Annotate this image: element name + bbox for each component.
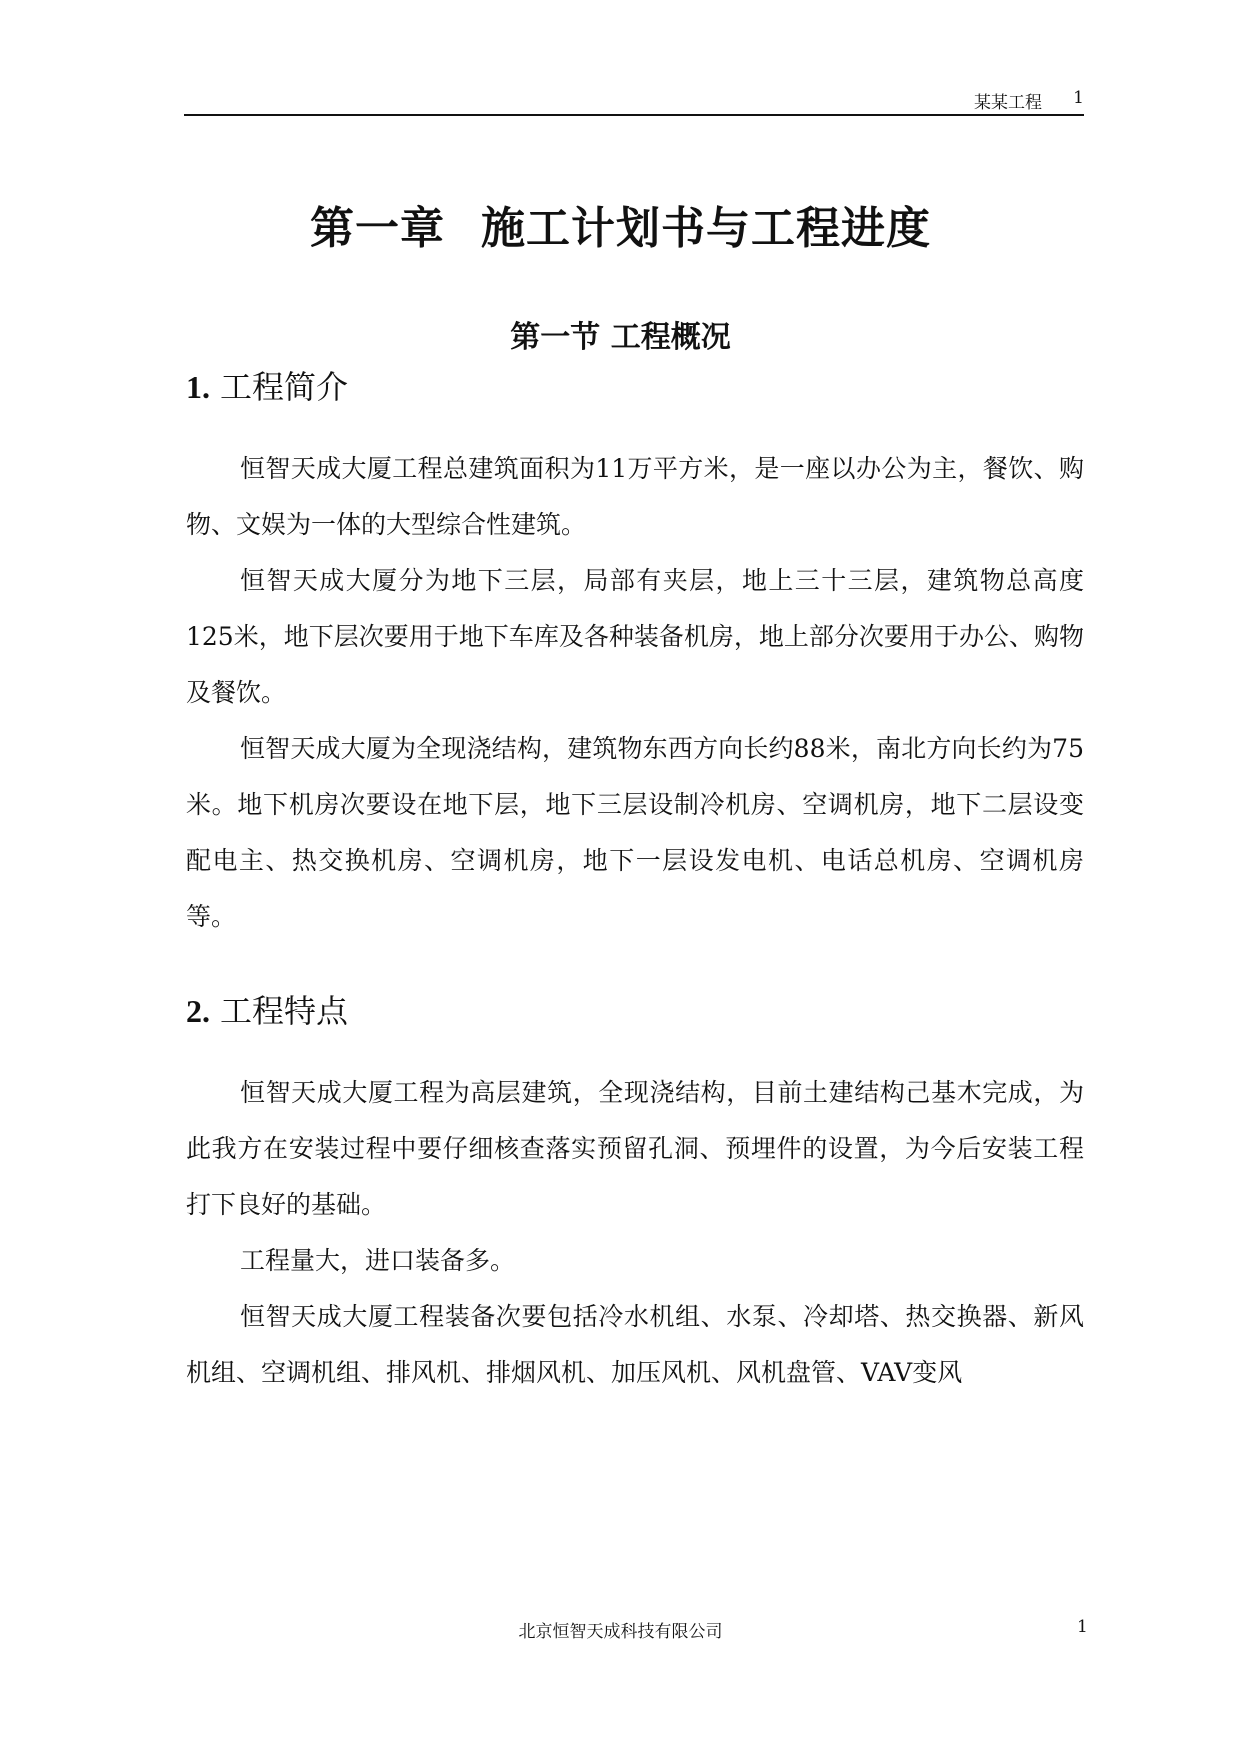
footer-page-number: 1 bbox=[1077, 1617, 1088, 1637]
page-header bbox=[184, 86, 1084, 116]
section-title: 第一节 工程概况 bbox=[510, 320, 731, 355]
paragraph: 恒智天成大厦分为地下三层，局部有夹层，地上三十三层，建筑物总高度125米，地下层次要用于地下车库及各种装备机房，地上部分次要用于办公、购物及餐饮。 bbox=[186, 566, 1084, 707]
header-page-number: 1 bbox=[1073, 88, 1084, 108]
heading-text: 工程特点 bbox=[220, 992, 349, 1030]
paragraph: 恒智天成大厦工程总建筑面积为11万平方米，是一座以办公为主，餐饮、购物、文娱为一体的大型综合性建筑。 bbox=[186, 454, 1084, 539]
heading-project-features bbox=[186, 986, 348, 1032]
heading-number: 1. bbox=[186, 369, 210, 405]
heading-text: 工程简介 bbox=[220, 368, 349, 406]
heading-project-intro bbox=[186, 362, 348, 408]
heading-number: 2. bbox=[186, 993, 210, 1029]
paragraph: 恒智天成大厦为全现浇结构，建筑物东西方向长约88米，南北方向长约为75米。地下机房次要设在地下层，地下三层设制冷机房、空调机房，地下二层设变配电主、热交换机房、空调机房，地下一层设发电机、电话总机房、空调机房等。 bbox=[186, 734, 1084, 931]
footer-company: 北京恒智天成科技有限公司 bbox=[518, 1622, 723, 1642]
chapter-title bbox=[0, 192, 1241, 256]
chapter-name: 施工计划书与工程进度 bbox=[481, 203, 931, 254]
chapter-label: 第一章 bbox=[310, 203, 445, 254]
paragraph: 恒智天成大厦工程装备次要包括冷水机组、水泵、冷却塔、热交换器、新风机组、空调机组、排风机、排烟风机、加压风机、风机盘管、VAV变风 bbox=[186, 1302, 1084, 1387]
header-title: 某某工程 bbox=[974, 93, 1042, 113]
paragraph: 恒智天成大厦工程为高层建筑，全现浇结构，目前土建结构己基木完成，为此我方在安装过程中要仔细核查落实预留孔洞、预埋件的设置，为今后安装工程打下良好的基础。 bbox=[186, 1078, 1084, 1219]
paragraph: 工程量大，进口装备多。 bbox=[240, 1246, 516, 1275]
